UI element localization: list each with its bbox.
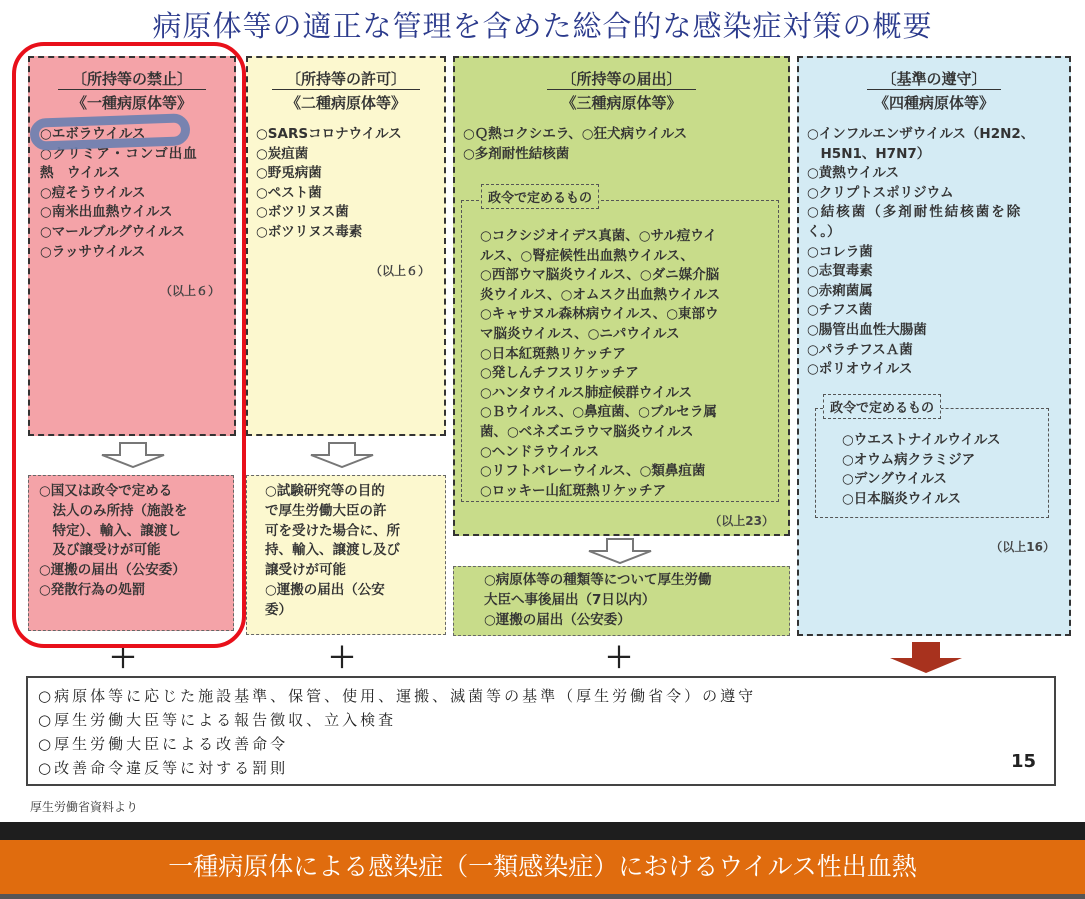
list-item: ○ボツリヌス菌 xyxy=(256,204,349,221)
column-subheading: 《二種病原体等》 xyxy=(285,94,406,112)
column-heading: 〔所持等の届出〕 xyxy=(547,68,695,90)
pathogen-list xyxy=(463,125,788,164)
column-subheading: 《四種病原体等》 xyxy=(873,94,994,112)
caption-banner: 一種病原体による感染症（一類感染症）におけるウイルス性出血熱 xyxy=(0,840,1085,894)
list-item: ○西部ウマ脳炎ウイルス、○ダニ媒介脳 xyxy=(480,267,720,284)
list-item: ○エボラウイルス xyxy=(40,126,146,142)
result-line: 委） xyxy=(265,601,292,618)
list-item: ○マールブルグウイルス xyxy=(40,223,185,240)
result-line: ○運搬の届出（公安委） xyxy=(484,611,631,628)
ordinance-label: 政令で定めるもの xyxy=(823,394,941,419)
list-item: 菌、○ベネズエラウマ脳炎ウイルス xyxy=(480,423,694,440)
highlight-scribble xyxy=(29,113,190,151)
down-arrow-icon xyxy=(307,442,377,468)
count-label: （以上23） xyxy=(709,514,774,528)
column-subheading: 《三種病原体等》 xyxy=(561,94,682,112)
result-line: ○運搬の届出（公安 xyxy=(265,581,385,598)
column-class2 xyxy=(246,56,446,436)
plus-icon: ＋ xyxy=(605,641,634,674)
list-item: ○クリプトスポリジウム xyxy=(807,184,954,201)
result-line: ○試験研究等の目的 xyxy=(265,483,385,499)
column-subheading: 《一種病原体等》 xyxy=(71,94,192,112)
result-line: ○発散行為の処罰 xyxy=(39,581,146,598)
list-item: ○ウエストナイルウイルス xyxy=(842,432,1001,448)
result-line: 譲受けが可能 xyxy=(265,562,346,579)
list-item: ○デングウイルス xyxy=(842,471,947,488)
solid-down-arrow-icon xyxy=(888,642,964,674)
list-item: ○南米出血熱ウイルス xyxy=(40,204,173,221)
plus-icon: ＋ xyxy=(328,641,357,674)
count-label: （以上６） xyxy=(369,264,430,278)
list-item: H5N1、H7N7） xyxy=(807,145,931,162)
common-requirements-box xyxy=(26,676,1056,786)
list-item: ○ポリオウイルス xyxy=(807,361,913,378)
list-item: 熱 ウイルス xyxy=(40,165,121,182)
result-box-class3 xyxy=(453,566,790,636)
result-line: ○国又は政令で定める xyxy=(39,483,173,499)
count-label: （以上16） xyxy=(990,540,1055,554)
list-item: ○コレラ菌 xyxy=(807,243,873,260)
list-item: ルス、○腎症候性出血熱ウイルス、 xyxy=(480,247,694,264)
list-item: ○ペスト菌 xyxy=(256,184,322,201)
requirement-line: ○病原体等に応じた施設基準、保管、使用、運搬、滅菌等の基準（厚生労働省令）の遵守 xyxy=(38,687,757,705)
result-box-class2 xyxy=(246,475,446,635)
list-item: ○多剤耐性結核菌 xyxy=(463,145,570,162)
requirement-line: ○厚生労働大臣による改善命令 xyxy=(38,735,289,753)
list-item: マ脳炎ウイルス、○ニパウイルス xyxy=(480,325,680,342)
result-line: ○運搬の届出（公安委） xyxy=(39,562,186,579)
column-heading: 〔所持等の許可〕 xyxy=(272,68,420,90)
result-line: ○病原体等の種類等について厚生労働 xyxy=(484,572,712,588)
source-credit: 厚生労働省資料より xyxy=(30,800,139,814)
slide-title: 病原体等の適正な管理を含めた総合的な感染症対策の概要 xyxy=(152,9,933,43)
down-arrow-icon xyxy=(585,538,655,564)
list-item: ○パラチフスＡ菌 xyxy=(807,341,913,358)
list-item: ○ハンタウイルス肺症候群ウイルス xyxy=(480,384,693,401)
list-item: ○結核菌（多剤耐性結核菌を除 xyxy=(807,204,1023,221)
list-item: ○赤痢菌属 xyxy=(807,282,873,299)
plus-icon: ＋ xyxy=(109,641,138,674)
list-item: ○SARSコロナウイルス xyxy=(256,126,402,142)
column-heading: 〔基準の遵守〕 xyxy=(867,68,1000,90)
list-item: ○リフトバレーウイルス、○類鼻疽菌 xyxy=(480,463,706,480)
list-item: ○インフルエンザウイルス（H2N2、 xyxy=(807,126,1035,142)
list-item: ○黄熱ウイルス xyxy=(807,165,899,182)
column-class4 xyxy=(797,56,1071,636)
requirement-line: ○厚生労働大臣等による報告徴収、立入検査 xyxy=(38,711,397,729)
result-line: 及び譲受けが可能 xyxy=(39,542,161,559)
column-class3 xyxy=(453,56,790,536)
list-item: 炎ウイルス、○オムスク出血熱ウイルス xyxy=(480,286,721,303)
list-item: ○日本紅斑熱リケッチア xyxy=(480,345,626,362)
list-item: ○キャサヌル森林病ウイルス、○東部ウ xyxy=(480,306,719,323)
list-item: ○Ｑ熱コクシエラ、○狂犬病ウイルス xyxy=(463,126,688,142)
column-heading: 〔所持等の禁止〕 xyxy=(58,68,206,90)
list-item: ○志賀毒素 xyxy=(807,263,873,280)
result-line: 持、輸入、譲渡し及び xyxy=(265,542,400,559)
list-item: ○痘そうウイルス xyxy=(40,184,146,201)
ordinance-label: 政令で定めるもの xyxy=(481,184,599,209)
result-line: で厚生労働大臣の許 xyxy=(265,502,387,519)
list-item: ○腸管出血性大腸菌 xyxy=(807,321,927,338)
list-item: ○ボツリヌス毒素 xyxy=(256,223,363,240)
list-item: ○野兎病菌 xyxy=(256,165,322,182)
ordinance-list xyxy=(480,227,778,501)
list-item: ○チフス菌 xyxy=(807,302,873,319)
result-line: 大臣へ事後届出（7日以内） xyxy=(484,591,656,608)
pathogen-list xyxy=(256,125,444,243)
list-item: ○コクシジオイデス真菌、○サル痘ウイ xyxy=(480,228,717,244)
list-item: ○日本脳炎ウイルス xyxy=(842,490,961,507)
bottom-border xyxy=(0,894,1085,899)
result-line: 可を受けた場合に、所 xyxy=(265,522,400,539)
ordinance-box xyxy=(461,200,779,502)
count-label: （以上６） xyxy=(159,284,220,298)
ordinance-box xyxy=(815,408,1049,518)
pathogen-list xyxy=(807,125,1069,380)
requirement-line: ○改善命令違反等に対する罰則 xyxy=(38,759,289,777)
list-item: ○ヘンドラウイルス xyxy=(480,443,599,460)
page-number: 15 xyxy=(1010,751,1036,772)
list-item: く。） xyxy=(807,223,841,240)
list-item: ○クリミア・コンゴ出血 xyxy=(40,145,198,162)
result-line: 法人のみ所持（施設を xyxy=(39,502,188,519)
list-item: ○ロッキー山紅斑熱リケッチア xyxy=(480,482,667,499)
list-item: ○オウム病クラミジア xyxy=(842,451,976,468)
list-item: ○ラッサウイルス xyxy=(40,243,146,260)
ordinance-list xyxy=(842,431,1048,509)
list-item: ○Ｂウイルス、○鼻疽菌、○ブルセラ属 xyxy=(480,404,717,421)
list-item: ○発しんチフスリケッチア xyxy=(480,365,639,382)
dark-band xyxy=(0,822,1085,840)
result-line: 特定）、輸入、譲渡し xyxy=(39,522,181,539)
list-item: ○炭疽菌 xyxy=(256,145,309,162)
